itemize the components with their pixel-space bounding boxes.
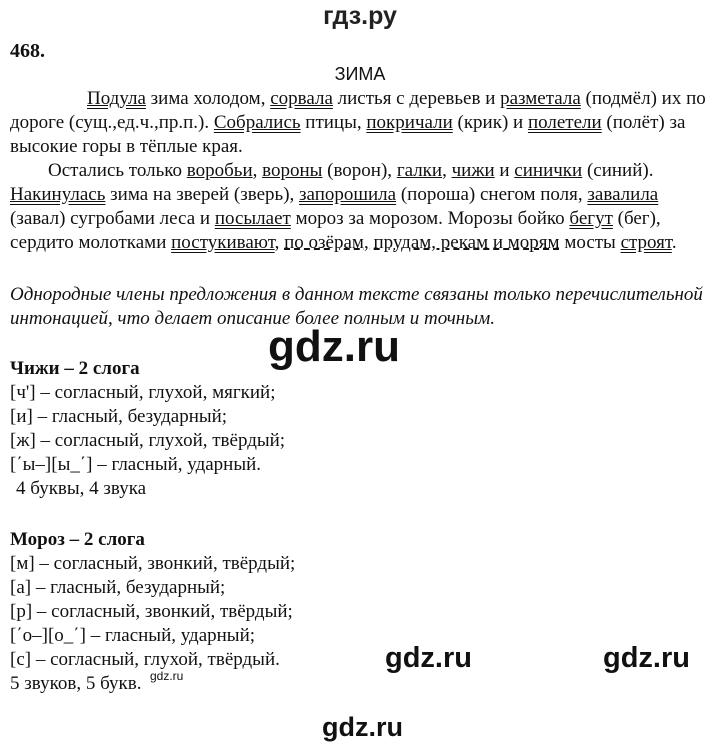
watermark: gdz.ru — [603, 642, 690, 674]
text-fragment: . — [671, 232, 677, 253]
task-number: 468. — [10, 40, 45, 62]
text-fragment: (завал) сугробами леса и — [10, 208, 215, 229]
predicate: Собрались — [213, 112, 301, 133]
text-fragment: мороз за морозом. Морозы бойко — [290, 208, 570, 229]
analysis-summary: 5 звуков, 5 букв. — [10, 673, 142, 694]
text-fragment: (ворон), — [322, 160, 397, 181]
analysis-title: Мороз – 2 слога — [10, 529, 145, 550]
subject: чижи — [451, 160, 495, 181]
predicate: строят — [620, 232, 672, 253]
text-fragment: Остались только — [48, 160, 187, 181]
text-body — [10, 87, 715, 255]
text-fragment: , — [274, 232, 285, 253]
analysis-title: Чижи – 2 слога — [10, 358, 140, 379]
text-fragment: , — [252, 160, 263, 181]
watermark: gdz.ru — [385, 642, 472, 674]
predicate: посылает — [214, 208, 291, 229]
sound-line: [с] – согласный, глухой, твёрдый. — [10, 649, 280, 670]
paragraph-2 — [10, 159, 715, 255]
sound-line: [ж] – согласный, глухой, твёрдый; — [10, 430, 286, 451]
watermark: gdz.ru — [268, 322, 400, 371]
text-fragment: зима холодом, — [145, 88, 271, 109]
analysis-summary: 4 буквы, 4 звука — [16, 478, 147, 499]
subject: вороны — [262, 160, 323, 181]
text-fragment: (полёт) за высокие горы в тёплые края. — [10, 112, 686, 157]
subject: синички — [514, 160, 583, 181]
watermark: gdz.ru — [150, 669, 184, 683]
text-fragment: (пороша) снегом поля, — [396, 184, 588, 205]
subject: воробьи — [186, 160, 253, 181]
sound-line: [а] – гласный, безударный; — [10, 577, 226, 598]
word-analysis-chizhi — [10, 357, 285, 501]
site-title: гдз.ру — [323, 2, 397, 30]
sound-line: [и] – гласный, безударный; — [10, 406, 228, 427]
predicate: запорошила — [299, 184, 397, 205]
note: Однородные члены предложения в данном тексте связаны только перечислительной интонацией, что делает описание более полным и точным. — [10, 284, 703, 329]
text-fragment: птицы, — [300, 112, 367, 133]
predicate: полетели — [527, 112, 602, 133]
adverbial: по озёрам, прудам, рекам и морям — [284, 232, 560, 253]
sound-line: [΄ы–][ы_΄] – гласный, ударный. — [10, 454, 262, 475]
sound-line: [΄о–][о_΄] – гласный, ударный; — [10, 625, 256, 646]
text-fragment: листья с деревьев и — [332, 88, 501, 109]
text-title: ЗИМА — [334, 64, 386, 84]
predicate: сорвала — [270, 88, 333, 109]
text-fragment: (подмёл) их по дороге (сущ.,ед.ч.,пр.п.). — [10, 88, 706, 133]
predicate: бегут — [569, 208, 613, 229]
paragraph-1 — [10, 87, 715, 159]
predicate: Накинулась — [10, 184, 106, 205]
predicate: постукивают — [171, 232, 275, 253]
predicate: покричали — [366, 112, 453, 133]
sound-line: [ч'] – согласный, глухой, мягкий; — [10, 382, 276, 403]
sound-line: [р] – согласный, звонкий, твёрдый; — [10, 601, 293, 622]
text-fragment: и — [494, 160, 515, 181]
text-fragment: зима на зверей (зверь), — [105, 184, 300, 205]
text-fragment: мосты — [559, 232, 621, 253]
sound-line: [м] – согласный, звонкий, твёрдый; — [10, 553, 296, 574]
text-fragment: (синий). — [582, 160, 654, 181]
text-fragment: , — [442, 160, 452, 181]
watermark: gdz.ru — [322, 712, 403, 742]
predicate: Подула — [87, 88, 146, 109]
predicate: разметала — [500, 88, 581, 109]
subject: галки — [396, 160, 443, 181]
predicate: завалила — [587, 184, 659, 205]
text-fragment: (крик) и — [452, 112, 528, 133]
text-fragment: (бег), сердито молотками — [10, 208, 661, 253]
